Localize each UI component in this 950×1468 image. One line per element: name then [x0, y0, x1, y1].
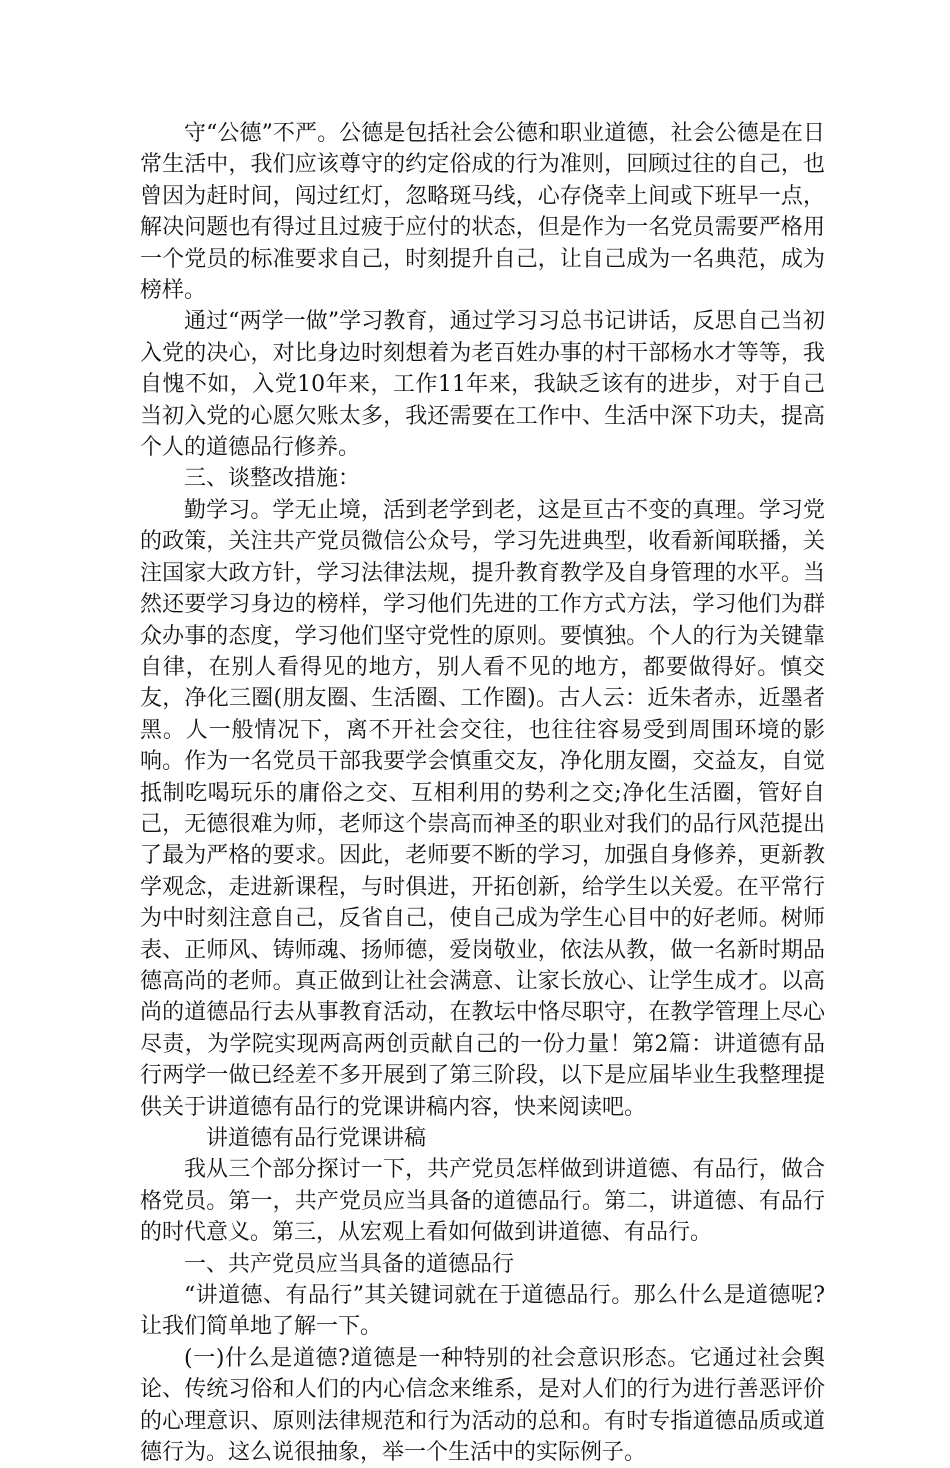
paragraph-three-parts: 我从三个部分探讨一下，共产党员怎样做到讲道德、有品行，做合格党员。第一，共产党员应当具备的道德品行。第二，讲道德、有品行的时代意义。第三，从宏观上看如何做到讲道德、有品行。 [140, 1157, 825, 1246]
section-heading-rectification: 三、谈整改措施： [184, 466, 361, 492]
speech-title: 讲道德有品行党课讲稿 [206, 1126, 427, 1151]
paragraph-reflection: 通过“两学一做”学习教育，通过学习习总书记讲话，反思自己当初入党的决心，对比身边时刻想着为老百姓办事的村干部杨水才等等，我自愧不如，入党10年来，工作11年来，我缺乏该有的进步，对于自己当初入党的心愿欠账太多，我还需要在工作中、生活中深下功夫，提高个人的道德品行修养。 [140, 309, 825, 461]
section-heading-moral-conduct: 一、共产党员应当具备的道德品行 [184, 1251, 515, 1277]
paragraph-public-morality: 守“公德”不严。公德是包括社会公德和职业道德，社会公德是在日常生活中，我们应该尊守的约定俗成的行为准则，回顾过往的自己，也曾因为赶时间，闯过红灯，忽略斑马线，心存侥幸上间或下班早一点，解决问题也有得过且过疲于应付的状态，但是作为一名党员需要严格用一个党员的标准要求自己，时刻提升自己，让自己成为一名典范，成为榜样。 [140, 121, 825, 304]
document-page [140, 118, 825, 1468]
paragraph-what-is-morality: (一)什么是道德?道德是一种特别的社会意识形态。它通过社会舆论、传统习俗和人们的内心信念来维系，是对人们的行为进行善恶评价的心理意识、原则法律规范和行为活动的总和。有时专指道德品质或道德行为。这么说很抽象，举一个生活中的实际例子。 [140, 1345, 825, 1466]
paragraph-keywords: “讲道德、有品行”其关键词就在于道德品行。那么什么是道德呢?让我们简单地了解一下。 [140, 1283, 825, 1340]
paragraph-diligent-study: 勤学习。学无止境，活到老学到老，这是亘古不变的真理。学习党的政策，关注共产党员微信公众号，学习先进典型，收看新闻联播，关注国家大政方针，学习法律法规，提升教育教学及自身管理的水平。当然还要学习身边的榜样，学习他们先进的工作方式方法，学习他们为群众办事的态度，学习他们坚守党性的原则。要慎独。个人的行为关键靠自律，在别人看得见的地方，别人看不见的地方，都要做得好。慎交友，净化三圈(朋友圈、生活圈、工作圈)。古人云：近朱者赤，近墨者黑。人一般情况下，离不开社会交往，也往往容易受到周围环境的影响。作为一名党员干部我要学会慎重交友，净化朋友圈，交益友，自觉抵制吃喝玩乐的庸俗之交、互相利用的势利之交;净化生活圈，管好自己，无德很难为师，老师这个崇高而神圣的职业对我们的品行风范提出了最为严格的要求。因此，老师要不断的学习，加强自身修养，更新教学观念，走进新课程，与时俱进，开拓创新，给学生以关爱。在平常行为中时刻注意自己，反省自己，使自己成为学生心目中的好老师。树师表、正师风、铸师魂、扬师德，爱岗敬业，依法从教，做一名新时期品德高尚的老师。真正做到让社会满意、让家长放心、让学生成才。以高尚的道德品行去从事教育活动，在教坛中恪尽职守，在教学管理上尽心尽责，为学院实现两高两创贡献自己的一份力量！第2篇：讲道德有品行两学一做已经差不多开展到了第三阶段，以下是应届毕业生我整理提供关于讲道德有品行的党课讲稿内容，快来阅读吧。 [140, 497, 825, 1120]
